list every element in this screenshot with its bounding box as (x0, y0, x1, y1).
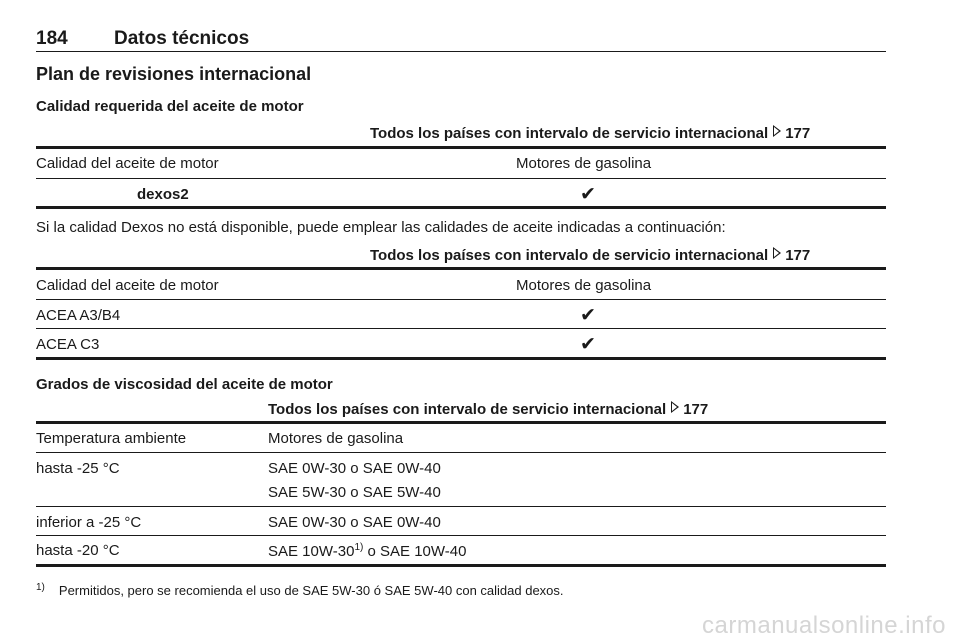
table3-rule-bottom (36, 564, 886, 567)
table2-row1-check-icon: ✔ (580, 305, 596, 326)
table3-rule-row1 (36, 506, 886, 507)
fallback-paragraph: Si la calidad Dexos no está disponible, puede emplear las calidades de aceite indicadas a continuación: (36, 219, 726, 236)
table1-row-quality: dexos2 (137, 186, 189, 203)
table3-super-header (268, 401, 708, 418)
chapter-title: Datos técnicos (114, 28, 250, 49)
table1-super-header (370, 125, 810, 142)
footnote (36, 583, 564, 598)
oil-quality-subtitle: Calidad requerida del aceite de motor (36, 98, 304, 115)
table2-rule-header (36, 299, 886, 300)
table1-ref-page[interactable]: 177 (785, 125, 811, 142)
table2-rule-bottom (36, 357, 886, 360)
table3-row1-temp: hasta -25 °C (36, 460, 120, 477)
table2-super-header-text: Todos los países con intervalo de servicio internacional (370, 247, 769, 264)
table2-ref-page[interactable]: 177 (785, 247, 811, 264)
table3-row1-grade-2: SAE 5W-30 o SAE 5W-40 (268, 484, 441, 501)
page-reference-arrow-icon (773, 247, 781, 259)
table2-row1-quality: ACEA A3/B4 (36, 307, 121, 324)
table3-row2-temp: inferior a -25 °C (36, 514, 142, 531)
table3-row3-grade-a: SAE 10W-30 (268, 543, 355, 560)
page-reference-arrow-icon (773, 125, 781, 137)
table3-rule-row2 (36, 535, 886, 536)
table3-col2-header: Motores de gasolina (268, 430, 404, 447)
table1-rule-top (36, 146, 886, 149)
table3-rule-header (36, 452, 886, 453)
table2-row2-check-icon: ✔ (580, 334, 596, 355)
table3-row3-grade (268, 542, 466, 560)
table1-rule-header (36, 178, 886, 179)
table3-ref-page[interactable]: 177 (683, 401, 709, 418)
footnote-reference[interactable]: 1) (354, 542, 364, 553)
page-number: 184 (36, 28, 68, 49)
table1-row-check-icon: ✔ (580, 184, 596, 205)
viscosity-subtitle: Grados de viscosidad del aceite de motor (36, 376, 333, 393)
table2-row2-quality: ACEA C3 (36, 336, 100, 353)
table3-row3-temp: hasta -20 °C (36, 542, 120, 559)
table2-rule-row (36, 328, 886, 329)
footnote-marker: 1) (36, 582, 45, 593)
footnote-text: Permitidos, pero se recomienda el uso de SAE 5W-30 ó SAE 5W-40 con calidad dexos. (58, 583, 564, 598)
table1-col1-header: Calidad del aceite de motor (36, 155, 219, 172)
table2-col1-header: Calidad del aceite de motor (36, 277, 219, 294)
table1-col2-header: Motores de gasolina (516, 155, 652, 172)
watermark: carmanualsonline.info (702, 612, 946, 639)
table3-row2-grade: SAE 0W-30 o SAE 0W-40 (268, 514, 441, 531)
table3-col1-header: Temperatura ambiente (36, 430, 187, 447)
table2-super-header (370, 247, 810, 264)
table3-row3-grade-b: o SAE 10W-40 (363, 543, 467, 560)
header-rule (36, 51, 886, 52)
section-title: Plan de revisiones internacional (36, 64, 312, 84)
table1-rule-bottom (36, 206, 886, 209)
table3-row1-grade-1: SAE 0W-30 o SAE 0W-40 (268, 460, 441, 477)
page-reference-arrow-icon (671, 401, 679, 413)
table2-col2-header: Motores de gasolina (516, 277, 652, 294)
table1-super-header-text: Todos los países con intervalo de servicio internacional (370, 125, 769, 142)
table3-rule-top (36, 421, 886, 424)
table3-super-header-text: Todos los países con intervalo de servicio internacional (268, 401, 667, 418)
table2-rule-top (36, 267, 886, 270)
